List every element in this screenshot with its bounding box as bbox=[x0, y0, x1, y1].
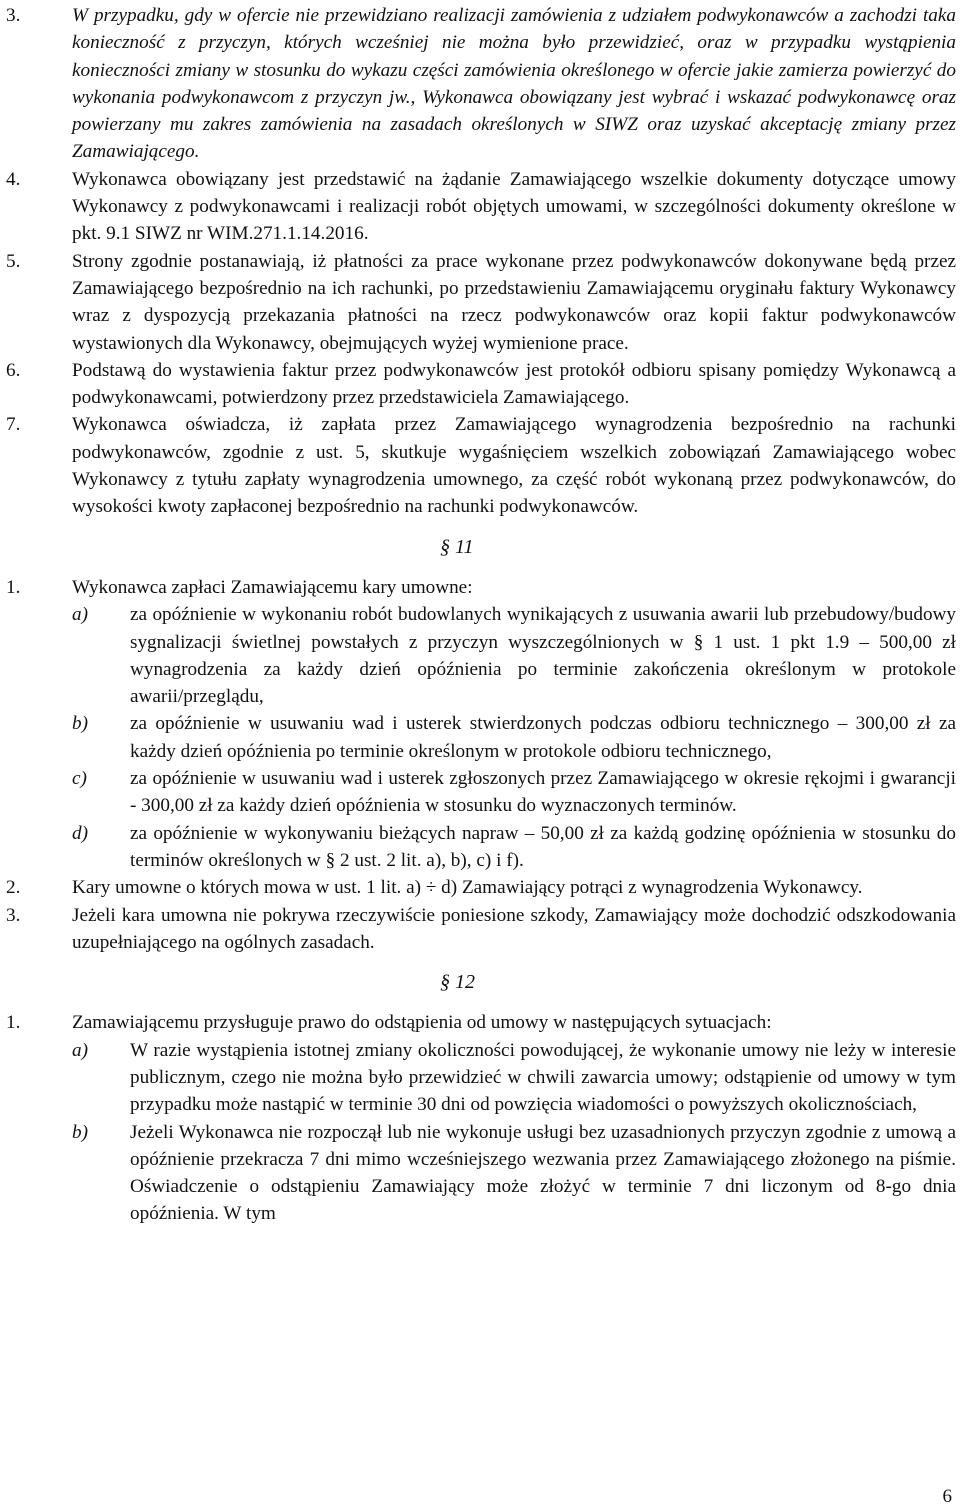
sub-label: c) bbox=[72, 768, 87, 790]
paragraph-4 bbox=[6, 166, 956, 248]
sub-label: d) bbox=[72, 822, 88, 844]
paragraph-text: Podstawą do wystawienia faktur przez podwykonawców jest protokół odbioru spisany pomiędzy Wykonawcą a podwykonawcami, potwierdzony przez przedstawiciela Zamawiającego. bbox=[72, 359, 956, 409]
paragraph-text: W przypadku, gdy w ofercie nie przewidziano realizacji zamówienia z udziałem podwykonawców a zachodzi taka konieczność z przyczyn, których wcześniej nie można było przewidzieć, oraz w przypadku wystąpienia konieczności zmiany w stosunku do wykazu części zamówienia określonego w ofercie jakie zamierza powierzyć do wykonania podwykonawcom z przyczyn jw., Wykonawca obowiązany jest wybrać i wskazać podwykonawcę oraz powierzany mu zakres zamówienia na zasadach określonych w SIWZ oraz uzyskać akceptację zmiany przez Zamawiającego. bbox=[72, 5, 956, 163]
paragraph-6 bbox=[6, 357, 956, 412]
sub-text: Jeżeli Wykonawca nie rozpoczął lub nie wykonuje usługi bez uzasadnionych przyczyn zgodnie z umową a opóźnienie przekracza 7 dni mimo wcześniejszego wezwania przez Zamawiającego złożonego na piśmie. Oświadczenie o odstąpieniu Zamawiający może złożyć w terminie 7 dni liczonym od 8-go dnia opóźnienia. W tym bbox=[130, 1121, 956, 1225]
paragraph-5 bbox=[6, 248, 956, 357]
sub-text: za opóźnienie w wykonaniu robót budowlanych wynikających z usuwania awarii lub przebudowy/budowy sygnalizacji świetlnej powstałych z przyczyn wyszczególnionych w § 1 ust. 1 pkt 1.9 – 500,00 zł wynagrodzenia za każdy dzień opóźnienia po terminie zakończenia określonym w protokole awarii/przeglądu, bbox=[130, 604, 956, 708]
s11-sub-a bbox=[72, 601, 956, 710]
sub-text: za opóźnienie w usuwaniu wad i usterek stwierdzonych podczas odbioru technicznego – 300,00 zł za każdy dzień opóźnienia po terminie określonym w protokole odbioru technicznego, bbox=[130, 713, 956, 762]
paragraph-number: 2. bbox=[6, 877, 21, 899]
paragraph-number: 4. bbox=[6, 168, 21, 190]
paragraph-text: Wykonawca zapłaci Zamawiającemu kary umowne: bbox=[72, 576, 473, 598]
paragraph-number: 6. bbox=[6, 359, 21, 381]
page-number: 6 bbox=[942, 1486, 952, 1507]
paragraph-text: Wykonawca obowiązany jest przedstawić na żądanie Zamawiającego wszelkie dokumenty dotyczące umowy Wykonawcy z podwykonawcami i realizacji robót objętych umowami, w szczególności dokumenty określone w pkt. 9.1 SIWZ nr WIM.271.1.14.2016. bbox=[72, 168, 956, 245]
s11-sub-d bbox=[72, 820, 956, 875]
section-12-heading: § 12 bbox=[440, 971, 475, 994]
sub-label: a) bbox=[72, 1039, 88, 1061]
s11-paragraph-3 bbox=[6, 902, 956, 957]
paragraph-number: 1. bbox=[6, 576, 21, 598]
s11-paragraph-1 bbox=[6, 574, 956, 601]
paragraph-text: Wykonawca oświadcza, iż zapłata przez Zamawiającego wynagrodzenia bezpośrednio na rachunki podwykonawców, zgodnie z ust. 5, skutkuje wygaśnięciem wszelkich zobowiązań Zamawiającego wobec Wykonawcy z tytułu zapłaty wynagrodzenia umownego, za część robót wykonaną przez podwykonawców, do wysokości kwoty zapłaconej bezpośrednio na rachunki podwykonawców. bbox=[72, 414, 956, 518]
document-body bbox=[6, 2, 956, 1228]
section-11-heading: § 11 bbox=[440, 535, 474, 558]
paragraph-number: 5. bbox=[6, 250, 21, 272]
s12-sub-b bbox=[72, 1119, 956, 1228]
sub-label: a) bbox=[72, 604, 88, 626]
s12-sub-a bbox=[72, 1037, 956, 1119]
sub-text: za opóźnienie w usuwaniu wad i usterek zgłoszonych przez Zamawiającego w okresie rękojmi i gwarancji - 300,00 zł za każdy dzień opóźnienia w stosunku do wyznaczonych terminów. bbox=[130, 768, 956, 817]
sub-text: za opóźnienie w wykonywaniu bieżących napraw – 50,00 zł za każdą godzinę opóźnienia w stosunku do terminów określonych w § 2 ust. 2 lit. a), b), c) i f). bbox=[130, 822, 956, 871]
paragraph-number: 3. bbox=[6, 5, 21, 26]
s12-paragraph-1 bbox=[6, 1009, 956, 1036]
paragraph-text: Jeżeli kara umowna nie pokrywa rzeczywiście poniesione szkody, Zamawiający może dochodzić odszkodowania uzupełniającego na ogólnych zasadach. bbox=[72, 904, 956, 953]
s11-paragraph-2 bbox=[6, 874, 956, 901]
sub-label: b) bbox=[72, 1121, 88, 1143]
paragraph-number: 1. bbox=[6, 1012, 21, 1034]
paragraph-number: 3. bbox=[6, 904, 21, 926]
paragraph-3 bbox=[6, 2, 956, 166]
sub-label: b) bbox=[72, 713, 88, 735]
sub-text: W razie wystąpienia istotnej zmiany okoliczności powodującej, że wykonanie umowy nie leży w interesie publicznym, czego nie można było przewidzieć w chwili zawarcia umowy; odstąpienie od umowy w tym przypadku może nastąpić w terminie 30 dni od powzięcia wiadomości o powyższych okolicznościach, bbox=[130, 1039, 956, 1116]
paragraph-text: Zamawiającemu przysługuje prawo do odstąpienia od umowy w następujących sytuacjach: bbox=[72, 1012, 772, 1034]
paragraph-7 bbox=[6, 411, 956, 520]
s11-sub-c bbox=[72, 765, 956, 820]
paragraph-text: Strony zgodnie postanawiają, iż płatności za prace wykonane przez podwykonawców dokonywane będą przez Zamawiającego bezpośrednio na ich rachunki, po przedstawieniu Zamawiającemu oryginału faktury Wykonawcy wraz z dyspozycją przekazania płatności na rzecz podwykonawców oraz kopii faktur podwykonawców wystawionych dla Wykonawcy, obejmujących wyżej wymienione prace. bbox=[72, 250, 956, 354]
paragraph-text: Kary umowne o których mowa w ust. 1 lit. a) ÷ d) Zamawiający potrąci z wynagrodzenia Wykonawcy. bbox=[72, 877, 863, 899]
s11-sub-b bbox=[72, 710, 956, 765]
paragraph-number: 7. bbox=[6, 414, 21, 436]
